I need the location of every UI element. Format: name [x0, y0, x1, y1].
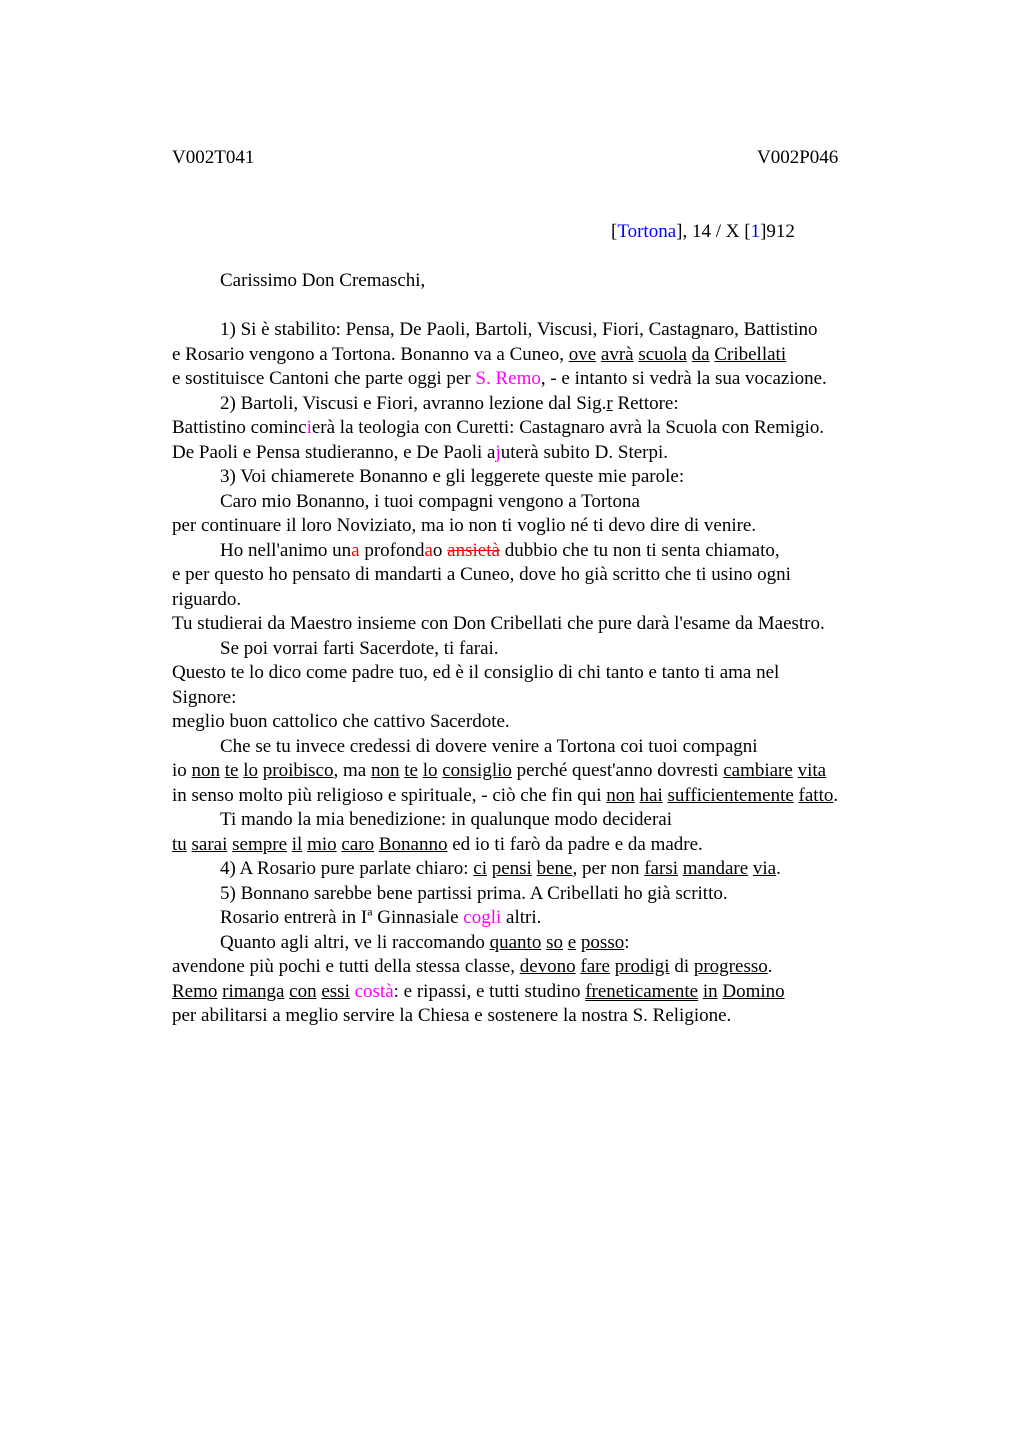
underlined-word: mandare: [682, 858, 749, 879]
underlined-word: in: [702, 980, 718, 1002]
underlined-word: te: [224, 760, 239, 781]
text-run: di: [669, 956, 694, 977]
text-run: per continuare il loro Noviziato, ma io non ti voglio né ti devo dire di venire.: [172, 515, 757, 536]
text-run: uterà subito D. Sterpi.: [500, 441, 669, 463]
underlined-word: ci: [473, 858, 487, 879]
text-run: , per non: [572, 858, 645, 879]
line: [172, 539, 912, 564]
underlined-word: fatto: [798, 784, 834, 806]
line: [172, 955, 912, 980]
text-run: e Rosario vengono a Tortona. Bonanno va a Cuneo,: [172, 343, 569, 365]
line: [172, 710, 912, 735]
text-run: perché quest'anno dovresti: [511, 760, 724, 781]
line: [172, 661, 912, 686]
underlined-word: non: [370, 760, 400, 781]
doc-code-right: V002P046: [757, 147, 839, 168]
underlined-word: r: [606, 392, 613, 414]
text-run: Signore:: [172, 686, 237, 708]
underlined-word: mio: [307, 833, 337, 855]
underlined-word: Remo: [172, 980, 218, 1002]
text-run: 3) Voi chiamerete Bonanno e gli leggerete queste mie parole:: [220, 466, 685, 487]
text-run: .: [767, 956, 773, 977]
line: [172, 735, 912, 760]
underlined-word: pensi: [491, 858, 532, 879]
text-run: , - e intanto si vedrà la sua vocazione.: [540, 368, 827, 389]
text-run: a: [424, 539, 433, 561]
line: [172, 686, 912, 711]
text-run: Caro mio Bonanno, i tuoi compagni vengono a Tortona: [220, 490, 640, 512]
underlined-word: e: [567, 931, 577, 953]
underlined-word: proibisco: [262, 760, 334, 781]
underlined-word: bene: [536, 858, 573, 879]
underlined-word: caro: [341, 833, 375, 855]
underlined-word: con: [289, 980, 317, 1002]
text-run: .: [833, 784, 839, 806]
editorial-correction: cogli: [463, 907, 502, 928]
line: [172, 563, 912, 588]
date-line: [Tortona], 14 / X [1]912: [611, 221, 795, 242]
editorial-correction: costà: [354, 980, 394, 1002]
text-run: Battistino cominc: [172, 417, 307, 438]
editorial-correction: j: [495, 441, 501, 463]
underlined-word: prodigi: [614, 956, 670, 977]
date-place: Tortona: [617, 221, 677, 242]
letter-body: [172, 269, 912, 1029]
underlined-word: consiglio: [442, 760, 512, 781]
line: [172, 931, 912, 956]
text-run: De Paoli e Pensa studieranno, e De Paoli a: [172, 441, 496, 463]
underlined-word: farsi: [644, 858, 678, 879]
text-run: a: [367, 904, 373, 919]
text-run: Se poi vorrai farti Sacerdote, ti farai.: [220, 637, 499, 659]
text-run: Che se tu invece credessi di dovere venire a Tortona coi tuoi compagni: [220, 735, 758, 757]
text-run: Ginnasiale: [372, 907, 464, 928]
text-run: avendone più pochi e tutti della stessa classe,: [172, 956, 520, 977]
line: [172, 882, 912, 907]
text-run: meglio buon cattolico che cattivo Sacerdote.: [172, 711, 510, 732]
line: [172, 392, 912, 417]
text-run: 2) Bartoli, Viscusi e Fiori, avranno lezione dal Sig.: [220, 392, 607, 414]
line: [172, 833, 912, 858]
text-run: : e ripassi, e tutti studino: [393, 980, 586, 1002]
underlined-word: devono: [519, 956, 576, 977]
underlined-word: tu: [172, 833, 187, 855]
underlined-word: progresso: [693, 956, 768, 977]
underlined-word: non: [191, 760, 221, 781]
line: [172, 1004, 912, 1029]
text-run: Ti mando la mia benedizione: in qualunque modo deciderai: [220, 809, 673, 830]
underlined-word: sufficientemente: [667, 784, 794, 806]
text-run: o: [432, 539, 448, 561]
underlined-word: via: [752, 858, 777, 879]
underlined-word: cambiare: [723, 760, 793, 781]
underlined-word: so: [546, 931, 563, 953]
text-run: :: [624, 931, 630, 953]
text-run: .: [776, 858, 781, 879]
text-run: Ho nell'animo un: [220, 539, 352, 561]
text-run: io: [172, 760, 192, 781]
underlined-word: da: [691, 343, 710, 365]
underlined-word: Cribellati: [714, 343, 787, 365]
line: [172, 343, 912, 368]
salutation: Carissimo Don Cremaschi,: [220, 270, 426, 291]
underlined-word: lo: [422, 760, 438, 781]
text-run: ed io ti farò da padre e da madre.: [447, 833, 703, 855]
text-run: Tu studierai da Maestro insieme con Don Cribellati che pure darà l'esame da Maestro.: [172, 613, 825, 634]
underlined-word: Bonanno: [378, 833, 448, 855]
text-run: per abilitarsi a meglio servire la Chiesa e sostenere la nostra S. Religione.: [172, 1005, 732, 1026]
underlined-word: sarai: [191, 833, 228, 855]
underlined-word: posso: [580, 931, 625, 953]
deleted-word: ansietà: [447, 539, 500, 561]
text-run: dubbio che tu non ti senta chiamato,: [499, 539, 780, 561]
text-run: riguardo.: [172, 588, 242, 610]
underlined-word: te: [404, 760, 418, 781]
underlined-word: fare: [580, 956, 610, 977]
text-run: profond: [359, 539, 425, 561]
underlined-word: quanto: [489, 931, 542, 953]
text-run: e per questo ho pensato di mandarti a Cuneo, dove ho già scritto che ti usino ogni: [172, 564, 791, 585]
text-run: 4) A Rosario pure parlate chiaro:: [220, 858, 474, 879]
underlined-word: non: [606, 784, 635, 806]
line: [172, 980, 912, 1005]
underlined-word: Domino: [722, 980, 785, 1002]
line: [172, 808, 912, 833]
underlined-word: rimanga: [222, 980, 285, 1002]
line: [172, 514, 912, 539]
underlined-word: avrà: [600, 343, 634, 365]
underlined-word: lo: [243, 760, 259, 781]
line: [172, 857, 912, 882]
line: [172, 906, 912, 931]
text-run: in senso molto più religioso e spirituale, - ciò che fin qui: [172, 784, 607, 806]
line: [172, 367, 912, 392]
text-run: Rettore:: [612, 392, 679, 414]
underlined-word: sempre: [232, 833, 288, 855]
text-run: Quanto agli altri, ve li raccomando: [220, 931, 490, 953]
text-run: Rosario entrerà in I: [220, 907, 368, 928]
editorial-correction: S. Remo: [475, 368, 541, 389]
line: [172, 318, 912, 343]
underlined-word: freneticamente: [585, 980, 699, 1002]
underlined-word: il: [291, 833, 303, 855]
underlined-word: scuola: [638, 343, 687, 365]
text-run: a: [351, 539, 360, 561]
text-run: 1) Si è stabilito: Pensa, De Paoli, Bartoli, Viscusi, Fiori, Castagnaro, Battistino: [220, 319, 818, 340]
date-year-digit: 1: [750, 221, 761, 242]
underlined-word: ove: [568, 343, 597, 365]
line: [172, 612, 912, 637]
line: [172, 465, 912, 490]
line: [172, 490, 912, 515]
text-run: erà la teologia con Curetti: Castagnaro avrà la Scuola con Remigio.: [311, 417, 825, 438]
line: [172, 588, 912, 613]
underlined-word: essi: [321, 980, 350, 1002]
text-run: e sostituisce Cantoni che parte oggi per: [172, 368, 476, 389]
line: [172, 416, 912, 441]
line: [172, 784, 912, 809]
line: [172, 637, 912, 662]
line: [172, 441, 912, 466]
underlined-word: vita: [797, 760, 827, 781]
line: [172, 759, 912, 784]
underlined-word: hai: [639, 784, 663, 806]
text-run: 5) Bonnano sarebbe bene partissi prima. A Cribellati ho già scritto.: [220, 882, 728, 904]
text-run: altri.: [501, 907, 542, 928]
editorial-correction: i: [306, 417, 312, 438]
text-run: Questo te lo dico come padre tuo, ed è il consiglio di chi tanto e tanto ti ama nel: [172, 662, 780, 683]
text-run: , ma: [333, 760, 371, 781]
doc-code-left: V002T041: [172, 147, 255, 168]
